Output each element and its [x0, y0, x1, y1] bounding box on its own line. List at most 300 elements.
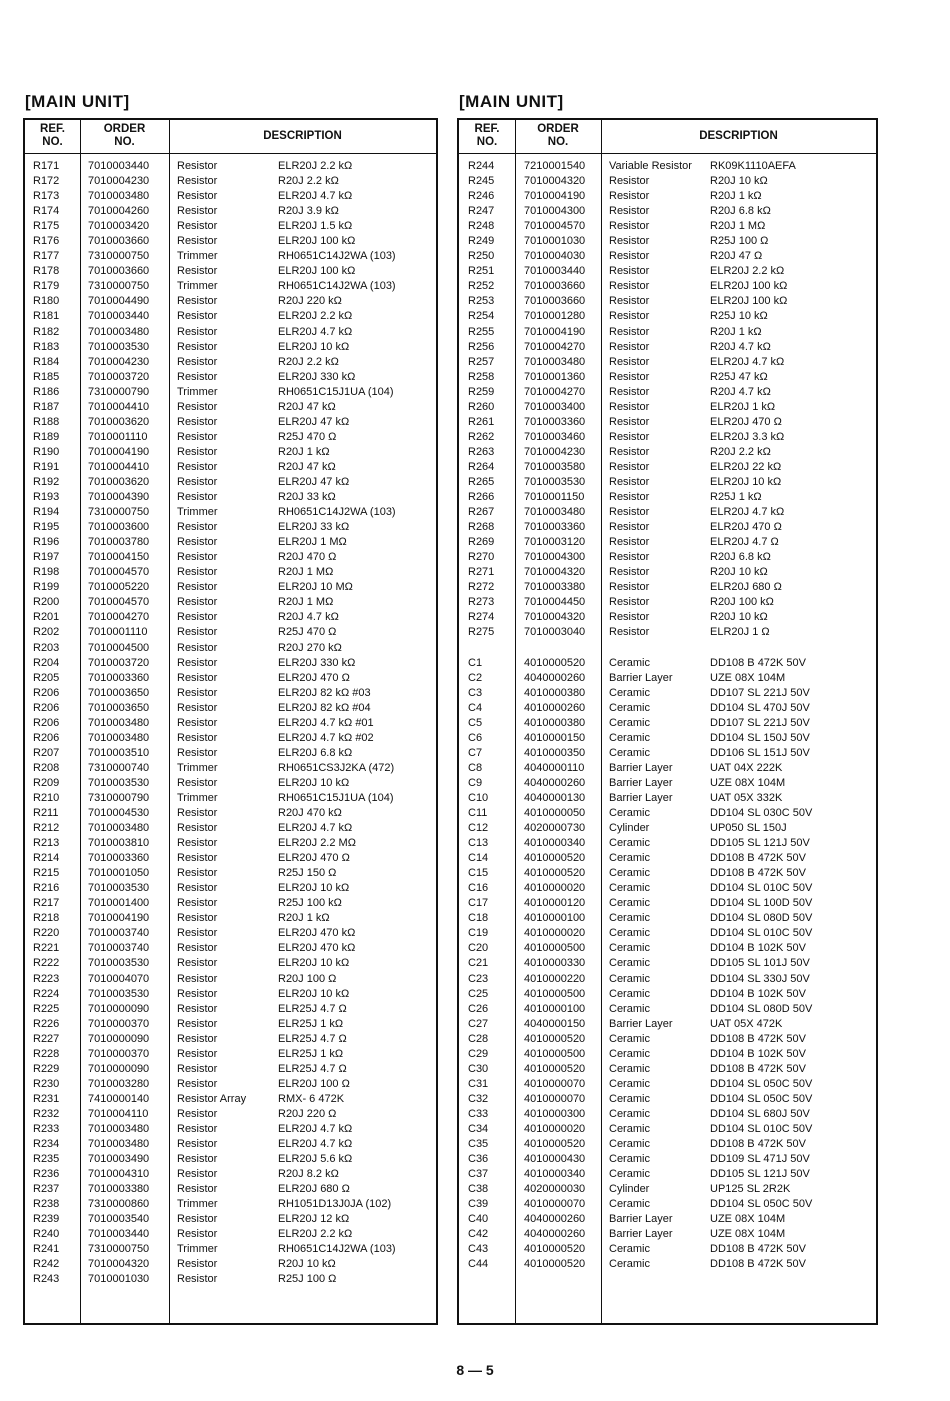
- part-type: Trimmer: [177, 385, 218, 398]
- order-no: 7010003620: [88, 415, 150, 428]
- part-type: Resistor: [177, 1168, 218, 1181]
- ref-no: R176: [33, 235, 60, 248]
- part-spec: ELR20J 4.7 Ω: [710, 536, 779, 549]
- part-type: Resistor: [177, 1002, 218, 1015]
- part-spec: ELR20J 680 Ω: [710, 581, 782, 594]
- part-spec: R20J 100 Ω: [278, 972, 337, 985]
- ref-no: C2: [468, 671, 483, 684]
- table-row: [459, 956, 876, 971]
- table-row: [459, 204, 876, 219]
- part-spec: DD104 SL 330J 50V: [710, 972, 810, 985]
- order-no: 7010004070: [88, 972, 150, 985]
- part-spec: RH0651C14J2WA (103): [278, 506, 396, 519]
- part-type: Resistor: [609, 325, 650, 338]
- part-spec: RH0651C14J2WA (103): [278, 280, 396, 293]
- table-row: [25, 1212, 436, 1227]
- part-spec: ELR20J 47 kΩ: [278, 475, 350, 488]
- part-spec: R25J 100 Ω: [278, 1273, 337, 1286]
- ref-no: R212: [33, 822, 60, 835]
- table-row: [25, 355, 436, 370]
- table-row: [25, 656, 436, 671]
- part-type: Ceramic: [609, 1107, 650, 1120]
- table-row: [25, 941, 436, 956]
- part-type: Resistor: [177, 837, 218, 850]
- table-row: [459, 445, 876, 460]
- order-no: 7010003440: [524, 265, 586, 278]
- order-no: 7010003360: [88, 852, 150, 865]
- ref-no: C40: [468, 1213, 489, 1226]
- ref-no: R218: [33, 912, 60, 925]
- table-row: [459, 565, 876, 580]
- ref-no: R258: [468, 370, 495, 383]
- part-type: Resistor: [609, 280, 650, 293]
- table-row: [459, 881, 876, 896]
- right-parts-section: [457, 92, 878, 1325]
- part-spec: DD104 SL 030C 50V: [710, 807, 813, 820]
- table-row: [25, 686, 436, 701]
- table-row: [25, 761, 436, 776]
- ref-no: R173: [33, 190, 60, 203]
- part-spec: DD107 SL 221J 50V: [710, 686, 810, 699]
- order-no: 7010003480: [88, 731, 150, 744]
- spacer-row: [459, 641, 876, 656]
- table-row: [25, 972, 436, 987]
- order-no: 7010001360: [524, 370, 586, 383]
- ref-no: R235: [33, 1153, 60, 1166]
- header-description: DESCRIPTION: [263, 130, 342, 142]
- part-type: Resistor: [177, 897, 218, 910]
- ref-no: R171: [33, 160, 60, 172]
- order-no: 7010004270: [524, 385, 586, 398]
- part-spec: ELR20J 10 kΩ: [278, 776, 350, 789]
- table-row: [459, 234, 876, 249]
- part-type: Resistor: [177, 1032, 218, 1045]
- table-row: [25, 505, 436, 520]
- order-no: 4010000520: [524, 656, 586, 669]
- order-no: 7010003530: [88, 957, 150, 970]
- part-type: Resistor: [609, 536, 650, 549]
- order-no: 7010004450: [524, 596, 586, 609]
- part-spec: ELR25J 4.7 Ω: [278, 1002, 347, 1015]
- header-order-no: ORDER NO.: [103, 123, 146, 148]
- part-spec: RK09K1110AEFA: [710, 160, 796, 172]
- ref-no: C11: [468, 807, 488, 820]
- ref-no: C14: [468, 852, 489, 865]
- part-type: Cylinder: [609, 822, 650, 835]
- part-type: Resistor: [177, 400, 218, 413]
- part-spec: ELR20J 4.7 kΩ: [710, 355, 785, 368]
- part-spec: R20J 6.8 kΩ: [710, 551, 771, 564]
- order-no: 4010000100: [524, 912, 586, 925]
- order-no: 7010003660: [88, 235, 150, 248]
- part-type: Resistor: [177, 686, 218, 699]
- ref-no: R202: [33, 626, 60, 639]
- part-spec: R20J 1 kΩ: [710, 325, 762, 338]
- part-spec: R25J 150 Ω: [278, 867, 337, 880]
- table-row: [25, 279, 436, 294]
- table-row: [25, 325, 436, 340]
- part-type: Ceramic: [609, 1243, 650, 1256]
- ref-no: R243: [33, 1273, 60, 1286]
- part-spec: RH0651C14J2WA (103): [278, 1243, 396, 1256]
- part-type: Ceramic: [609, 912, 650, 925]
- order-no: 7010001050: [88, 867, 150, 880]
- part-type: Resistor: [177, 521, 218, 534]
- order-no: 7010003650: [88, 686, 150, 699]
- table-row: [459, 776, 876, 791]
- order-no: 7010004410: [88, 400, 150, 413]
- table-row: [459, 355, 876, 370]
- ref-no: R252: [468, 280, 495, 293]
- part-type: Resistor: [609, 340, 650, 353]
- part-spec: DD104 SL 050C 50V: [710, 1077, 813, 1090]
- table-row: [459, 941, 876, 956]
- order-no: 7010003460: [524, 430, 586, 443]
- table-row: [25, 430, 436, 445]
- part-type: Resistor: [177, 867, 218, 880]
- part-spec: DD105 SL 121J 50V: [710, 1168, 810, 1181]
- table-row: [25, 806, 436, 821]
- part-spec: ELR20J 82 kΩ #03: [278, 686, 371, 699]
- part-type: Resistor: [177, 852, 218, 865]
- ref-no: C44: [468, 1258, 489, 1271]
- table-row: [25, 264, 436, 279]
- ref-no: R274: [468, 611, 495, 624]
- part-type: Resistor: [177, 807, 218, 820]
- ref-no: R205: [33, 671, 60, 684]
- table-row: [25, 821, 436, 836]
- order-no: 4010000340: [524, 837, 586, 850]
- part-type: Resistor: [177, 716, 218, 729]
- ref-no: R178: [33, 265, 60, 278]
- table-row: [25, 1062, 436, 1077]
- part-type: Resistor: [177, 536, 218, 549]
- table-body: [25, 159, 436, 1288]
- order-no: 7010003660: [524, 280, 586, 293]
- order-no: 7010003660: [88, 265, 150, 278]
- ref-no: R185: [33, 370, 60, 383]
- part-spec: DD108 B 472K 50V: [710, 1243, 807, 1256]
- part-spec: R20J 1 kΩ: [278, 912, 330, 925]
- part-type: Resistor: [177, 1213, 218, 1226]
- order-no: 7010003360: [88, 671, 150, 684]
- part-type: Resistor: [177, 415, 218, 428]
- part-type: Ceramic: [609, 746, 650, 759]
- ref-no: R246: [468, 190, 495, 203]
- part-spec: ELR20J 1 Ω: [710, 626, 770, 639]
- part-type: Resistor: [609, 190, 650, 203]
- part-type: Resistor: [177, 611, 218, 624]
- order-no: 7010004300: [524, 205, 586, 218]
- ref-no: C17: [468, 897, 489, 910]
- order-no: 7010003360: [524, 521, 586, 534]
- table-row: [459, 550, 876, 565]
- ref-no: R239: [33, 1213, 60, 1226]
- ref-no: C15: [468, 867, 489, 880]
- table-row: [25, 746, 436, 761]
- order-no: 7010003540: [88, 1213, 150, 1226]
- order-no: 4040000110: [524, 761, 585, 774]
- order-no: 7010003480: [88, 1138, 150, 1151]
- order-no: 7010000370: [88, 1017, 150, 1030]
- part-type: Barrier Layer: [609, 1017, 673, 1030]
- order-no: 4010000500: [524, 942, 586, 955]
- header-description: DESCRIPTION: [699, 130, 778, 142]
- ref-no: C27: [468, 1017, 489, 1030]
- part-type: Trimmer: [177, 761, 218, 774]
- ref-no: R254: [468, 310, 495, 323]
- part-type: Trimmer: [177, 1243, 218, 1256]
- part-type: Resistor: [177, 160, 218, 172]
- order-no: 4010000300: [524, 1107, 586, 1120]
- part-type: Resistor: [609, 475, 650, 488]
- part-spec: ELR20J 2.2 kΩ: [278, 310, 353, 323]
- order-no: 4010000380: [524, 686, 586, 699]
- part-spec: DD104 SL 680J 50V: [710, 1107, 810, 1120]
- order-no: 4010000430: [524, 1153, 586, 1166]
- part-type: Resistor: [609, 205, 650, 218]
- part-spec: R20J 8.2 kΩ: [278, 1168, 339, 1181]
- part-spec: ELR20J 2.2 kΩ: [710, 265, 785, 278]
- ref-no: R190: [33, 445, 60, 458]
- ref-no: R182: [33, 325, 60, 338]
- table-row: [25, 1227, 436, 1242]
- part-spec: RMX- 6 472K: [278, 1092, 345, 1105]
- order-no: 7010000090: [88, 1032, 150, 1045]
- order-no: 7010003280: [88, 1077, 150, 1090]
- ref-no: R201: [33, 611, 60, 624]
- part-type: Resistor: [609, 220, 650, 233]
- part-spec: ELR20J 2.2 MΩ: [278, 837, 356, 850]
- table-row: [459, 746, 876, 761]
- table-row: [25, 1047, 436, 1062]
- ref-no: R215: [33, 867, 60, 880]
- ref-no: R221: [33, 942, 60, 955]
- table-row: [25, 625, 436, 640]
- part-type: Resistor: [177, 235, 218, 248]
- ref-no: R214: [33, 852, 60, 865]
- order-no: 4010000150: [524, 731, 586, 744]
- order-no: 7310000750: [88, 1243, 150, 1256]
- part-type: Resistor: [609, 611, 650, 624]
- table-row: [25, 294, 436, 309]
- part-spec: ELR20J 22 kΩ: [710, 460, 782, 473]
- order-no: 7010003480: [88, 822, 150, 835]
- part-spec: ELR20J 1 kΩ: [710, 400, 776, 413]
- table-row: [459, 219, 876, 234]
- table-row: [459, 761, 876, 776]
- order-no: 7010003360: [524, 415, 586, 428]
- part-spec: DD104 SL 470J 50V: [710, 701, 810, 714]
- order-no: 7010004230: [88, 175, 150, 188]
- part-spec: ELR20J 470 Ω: [710, 415, 782, 428]
- ref-no: C8: [468, 761, 483, 774]
- order-no: 7010004320: [524, 566, 586, 579]
- table-row: [459, 701, 876, 716]
- order-no: 7010004570: [524, 220, 586, 233]
- table-row: [459, 340, 876, 355]
- part-type: Resistor: [177, 1062, 218, 1075]
- part-spec: DD105 SL 121J 50V: [710, 837, 810, 850]
- table-row: [25, 1167, 436, 1182]
- table-row: [459, 791, 876, 806]
- part-spec: R25J 470 Ω: [278, 626, 337, 639]
- order-no: 7310000750: [88, 506, 150, 519]
- part-type: Resistor: [177, 701, 218, 714]
- part-spec: R20J 4.7 kΩ: [710, 385, 771, 398]
- table-row: [25, 159, 436, 174]
- part-type: Resistor: [177, 656, 218, 669]
- table-row: [25, 1242, 436, 1257]
- part-spec: DD104 B 102K 50V: [710, 1047, 807, 1060]
- part-spec: R20J 1 MΩ: [278, 596, 334, 609]
- ref-no: C4: [468, 701, 483, 714]
- part-type: Ceramic: [609, 716, 650, 729]
- ref-no: R174: [33, 205, 60, 218]
- part-spec: ELR25J 4.7 Ω: [278, 1032, 347, 1045]
- part-spec: DD104 SL 150J 50V: [710, 731, 810, 744]
- part-spec: UP050 SL 150J: [710, 822, 787, 835]
- ref-no: C21: [468, 957, 489, 970]
- part-spec: UZE 08X 104M: [710, 671, 786, 684]
- order-no: 7310000790: [88, 385, 150, 398]
- order-no: 7010003530: [88, 340, 150, 353]
- order-no: 4010000020: [524, 882, 586, 895]
- ref-no: R184: [33, 355, 60, 368]
- order-no: 7010004270: [88, 611, 150, 624]
- part-type: Resistor: [609, 175, 650, 188]
- ref-no: R177: [33, 250, 60, 263]
- part-spec: R20J 10 kΩ: [710, 566, 768, 579]
- ref-no: R234: [33, 1138, 60, 1151]
- part-type: Barrier Layer: [609, 1228, 673, 1241]
- ref-no: R186: [33, 385, 60, 398]
- order-no: 7310000860: [88, 1198, 150, 1211]
- order-no: 7010003480: [88, 1123, 150, 1135]
- ref-no: R206: [33, 731, 60, 744]
- part-spec: ELR20J 10 MΩ: [278, 581, 353, 594]
- part-spec: ELR20J 470 Ω: [278, 852, 350, 865]
- ref-no: C16: [468, 882, 489, 895]
- part-spec: R20J 2.2 kΩ: [278, 175, 339, 188]
- order-no: 7010003530: [88, 882, 150, 895]
- left-parts-section: [23, 92, 438, 1325]
- order-no: 4010000520: [524, 1138, 586, 1151]
- table-row: [25, 1152, 436, 1167]
- table-row: [25, 385, 436, 400]
- part-spec: ELR20J 330 kΩ: [278, 656, 356, 669]
- order-no: 7010004500: [88, 641, 150, 654]
- table-row: [459, 1227, 876, 1242]
- table-row: [25, 475, 436, 490]
- table-row: [25, 866, 436, 881]
- table-row: [25, 671, 436, 686]
- part-type: Resistor: [177, 475, 218, 488]
- header-ref-no: REF. NO.: [40, 123, 65, 148]
- ref-no: R271: [468, 566, 495, 579]
- part-spec: R20J 10 kΩ: [710, 611, 768, 624]
- table-row: [459, 987, 876, 1002]
- order-no: 7010004390: [88, 491, 150, 504]
- table-row: [25, 445, 436, 460]
- ref-no: R233: [33, 1123, 60, 1135]
- ref-no: C26: [468, 1002, 489, 1015]
- table-row: [459, 249, 876, 264]
- table-row: [459, 625, 876, 640]
- part-type: Resistor: [609, 310, 650, 323]
- ref-no: C34: [468, 1123, 489, 1135]
- part-spec: R20J 47 kΩ: [278, 400, 336, 413]
- ref-no: R213: [33, 837, 60, 850]
- table-row: [459, 656, 876, 671]
- ref-no: R203: [33, 641, 60, 654]
- part-type: Ceramic: [609, 1168, 650, 1181]
- part-type: Resistor: [177, 190, 218, 203]
- table-row: [459, 460, 876, 475]
- table-row: [459, 911, 876, 926]
- part-spec: R25J 470 Ω: [278, 430, 337, 443]
- order-no: 7010003810: [88, 837, 150, 850]
- part-type: Trimmer: [177, 506, 218, 519]
- ref-no: C38: [468, 1183, 489, 1196]
- part-spec: R25J 47 kΩ: [710, 370, 768, 383]
- part-type: Resistor: [177, 1077, 218, 1090]
- part-type: Ceramic: [609, 972, 650, 985]
- part-spec: ELR20J 10 kΩ: [278, 340, 350, 353]
- part-spec: UAT 05X 472K: [710, 1017, 783, 1030]
- part-spec: R20J 10 kΩ: [278, 1258, 336, 1271]
- order-no: 4040000260: [524, 1213, 586, 1226]
- table-row: [25, 1137, 436, 1152]
- table-row: [459, 1002, 876, 1017]
- section-title: [MAIN UNIT]: [459, 92, 564, 111]
- order-no: 7010003440: [88, 160, 150, 172]
- table-row: [25, 1257, 436, 1272]
- part-spec: UAT 04X 222K: [710, 761, 783, 774]
- ref-no: R230: [33, 1077, 60, 1090]
- part-spec: DD104 SL 080D 50V: [710, 912, 813, 925]
- order-no: 4010000340: [524, 1168, 586, 1181]
- ref-no: R206: [33, 701, 60, 714]
- part-spec: ELR20J 2.2 kΩ: [278, 1228, 353, 1241]
- part-spec: ELR20J 10 kΩ: [278, 882, 350, 895]
- part-type: Ceramic: [609, 1077, 650, 1090]
- part-spec: DD109 SL 471J 50V: [710, 1153, 810, 1166]
- part-spec: R20J 33 kΩ: [278, 491, 336, 504]
- part-type: Resistor: [609, 626, 650, 639]
- ref-no: C1: [468, 656, 483, 669]
- ref-no: C9: [468, 776, 483, 789]
- order-no: 7010001150: [524, 491, 585, 504]
- order-no: 7010003420: [88, 220, 150, 233]
- ref-no: R187: [33, 400, 60, 413]
- table-row: [459, 1197, 876, 1212]
- part-type: Ceramic: [609, 957, 650, 970]
- part-spec: ELR20J 4.7 kΩ: [278, 190, 353, 203]
- ref-no: R195: [33, 521, 60, 534]
- table-row: [25, 716, 436, 731]
- header-order-no: ORDER NO.: [537, 123, 579, 148]
- table-row: [25, 1077, 436, 1092]
- ref-no: R253: [468, 295, 495, 308]
- ref-no: R193: [33, 491, 60, 504]
- part-spec: R25J 100 Ω: [710, 235, 769, 248]
- order-no: 4040000150: [524, 1017, 586, 1030]
- ref-no: C7: [468, 746, 483, 759]
- part-spec: DD104 SL 050C 50V: [710, 1092, 813, 1105]
- order-no: 4020000030: [524, 1183, 586, 1196]
- ref-no: R270: [468, 551, 495, 564]
